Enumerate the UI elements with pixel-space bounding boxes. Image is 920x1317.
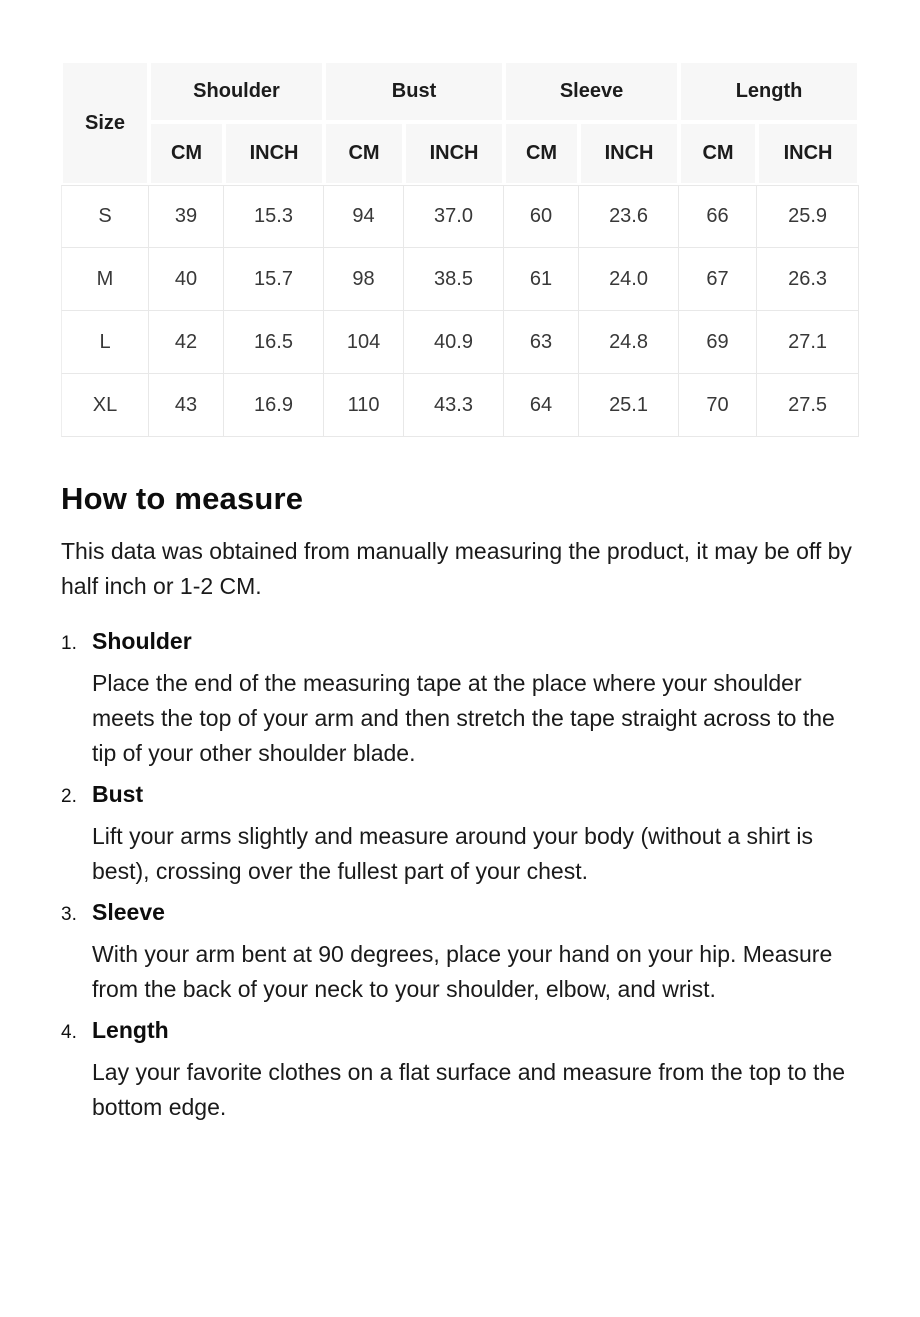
- step-number: 2.: [61, 786, 77, 807]
- size-cell: XL: [61, 374, 149, 437]
- bust-group-header: Bust: [324, 61, 504, 122]
- measure-disclaimer-text: This data was obtained from manually measuring the product, it may be off by half inch or 1-2 CM.: [61, 538, 852, 599]
- step-number: 1.: [61, 633, 77, 654]
- measurement-cell: 24.8: [579, 311, 679, 374]
- measurement-cell: 42: [149, 311, 224, 374]
- measurement-cell: 25.9: [757, 185, 859, 248]
- length-group-header: Length: [679, 61, 859, 122]
- shoulder-group-header: Shoulder: [149, 61, 324, 122]
- unit-header-row: [61, 122, 859, 185]
- size-cell: M: [61, 248, 149, 311]
- measurement-cell: 39: [149, 185, 224, 248]
- measurement-cell: 94: [324, 185, 404, 248]
- measurement-cell: 98: [324, 248, 404, 311]
- measurement-cell: 60: [504, 185, 579, 248]
- step-description: Lay your favorite clothes on a flat surface and measure from the top to the bottom edge.: [92, 1059, 846, 1120]
- measurement-cell: 15.7: [224, 248, 324, 311]
- size-column-header: Size: [61, 61, 149, 185]
- measurement-cell: 64: [504, 374, 579, 437]
- unit-header: CM: [324, 122, 404, 185]
- unit-header: INCH: [757, 122, 859, 185]
- table-row-size-m: [61, 248, 859, 311]
- size-chart-table: [61, 61, 859, 437]
- measurement-cell: 27.5: [757, 374, 859, 437]
- unit-header: INCH: [404, 122, 504, 185]
- measurement-cell: 43: [149, 374, 224, 437]
- table-row-size-l: [61, 311, 859, 374]
- group-header-row: [61, 61, 859, 122]
- unit-header: CM: [679, 122, 757, 185]
- step-number: 3.: [61, 904, 77, 925]
- measurement-cell: 40.9: [404, 311, 504, 374]
- measurement-cell: 104: [324, 311, 404, 374]
- table-row-size-xl: [61, 374, 859, 437]
- step-length: [61, 1017, 859, 1125]
- unit-header: INCH: [224, 122, 324, 185]
- measure-steps-list: [61, 628, 859, 1125]
- measurement-cell: 66: [679, 185, 757, 248]
- measurement-cell: 24.0: [579, 248, 679, 311]
- measurement-cell: 15.3: [224, 185, 324, 248]
- step-number: 4.: [61, 1022, 77, 1043]
- step-bust: [61, 781, 859, 889]
- table-row-size-s: [61, 185, 859, 248]
- unit-header: CM: [149, 122, 224, 185]
- unit-header: CM: [504, 122, 579, 185]
- step-sleeve: [61, 899, 859, 1007]
- measurement-cell: 67: [679, 248, 757, 311]
- measurement-cell: 16.5: [224, 311, 324, 374]
- step-title: Length: [92, 1017, 169, 1043]
- measurement-cell: 61: [504, 248, 579, 311]
- step-shoulder: [61, 628, 859, 771]
- measurement-cell: 25.1: [579, 374, 679, 437]
- measurement-cell: 27.1: [757, 311, 859, 374]
- measurement-cell: 37.0: [404, 185, 504, 248]
- step-description: Place the end of the measuring tape at the place where your shoulder meets the top of your arm and then stretch the tape straight across to the tip of your other shoulder blade.: [92, 670, 835, 766]
- step-description: Lift your arms slightly and measure around your body (without a shirt is best), crossing over the fullest part of your chest.: [92, 823, 813, 884]
- measurement-cell: 16.9: [224, 374, 324, 437]
- step-title: Shoulder: [92, 628, 192, 654]
- measurement-cell: 43.3: [404, 374, 504, 437]
- size-cell: S: [61, 185, 149, 248]
- measurement-cell: 40: [149, 248, 224, 311]
- measurement-cell: 23.6: [579, 185, 679, 248]
- measurement-cell: 63: [504, 311, 579, 374]
- how-to-measure-heading: How to measure: [61, 481, 304, 516]
- step-title: Sleeve: [92, 899, 165, 925]
- measurement-cell: 26.3: [757, 248, 859, 311]
- measurement-cell: 38.5: [404, 248, 504, 311]
- measurement-cell: 110: [324, 374, 404, 437]
- step-title: Bust: [92, 781, 144, 807]
- measurement-cell: 69: [679, 311, 757, 374]
- measurement-cell: 70: [679, 374, 757, 437]
- size-cell: L: [61, 311, 149, 374]
- sleeve-group-header: Sleeve: [504, 61, 679, 122]
- unit-header: INCH: [579, 122, 679, 185]
- step-description: With your arm bent at 90 degrees, place your hand on your hip. Measure from the back of your neck to your shoulder, elbow, and wrist.: [92, 941, 833, 1002]
